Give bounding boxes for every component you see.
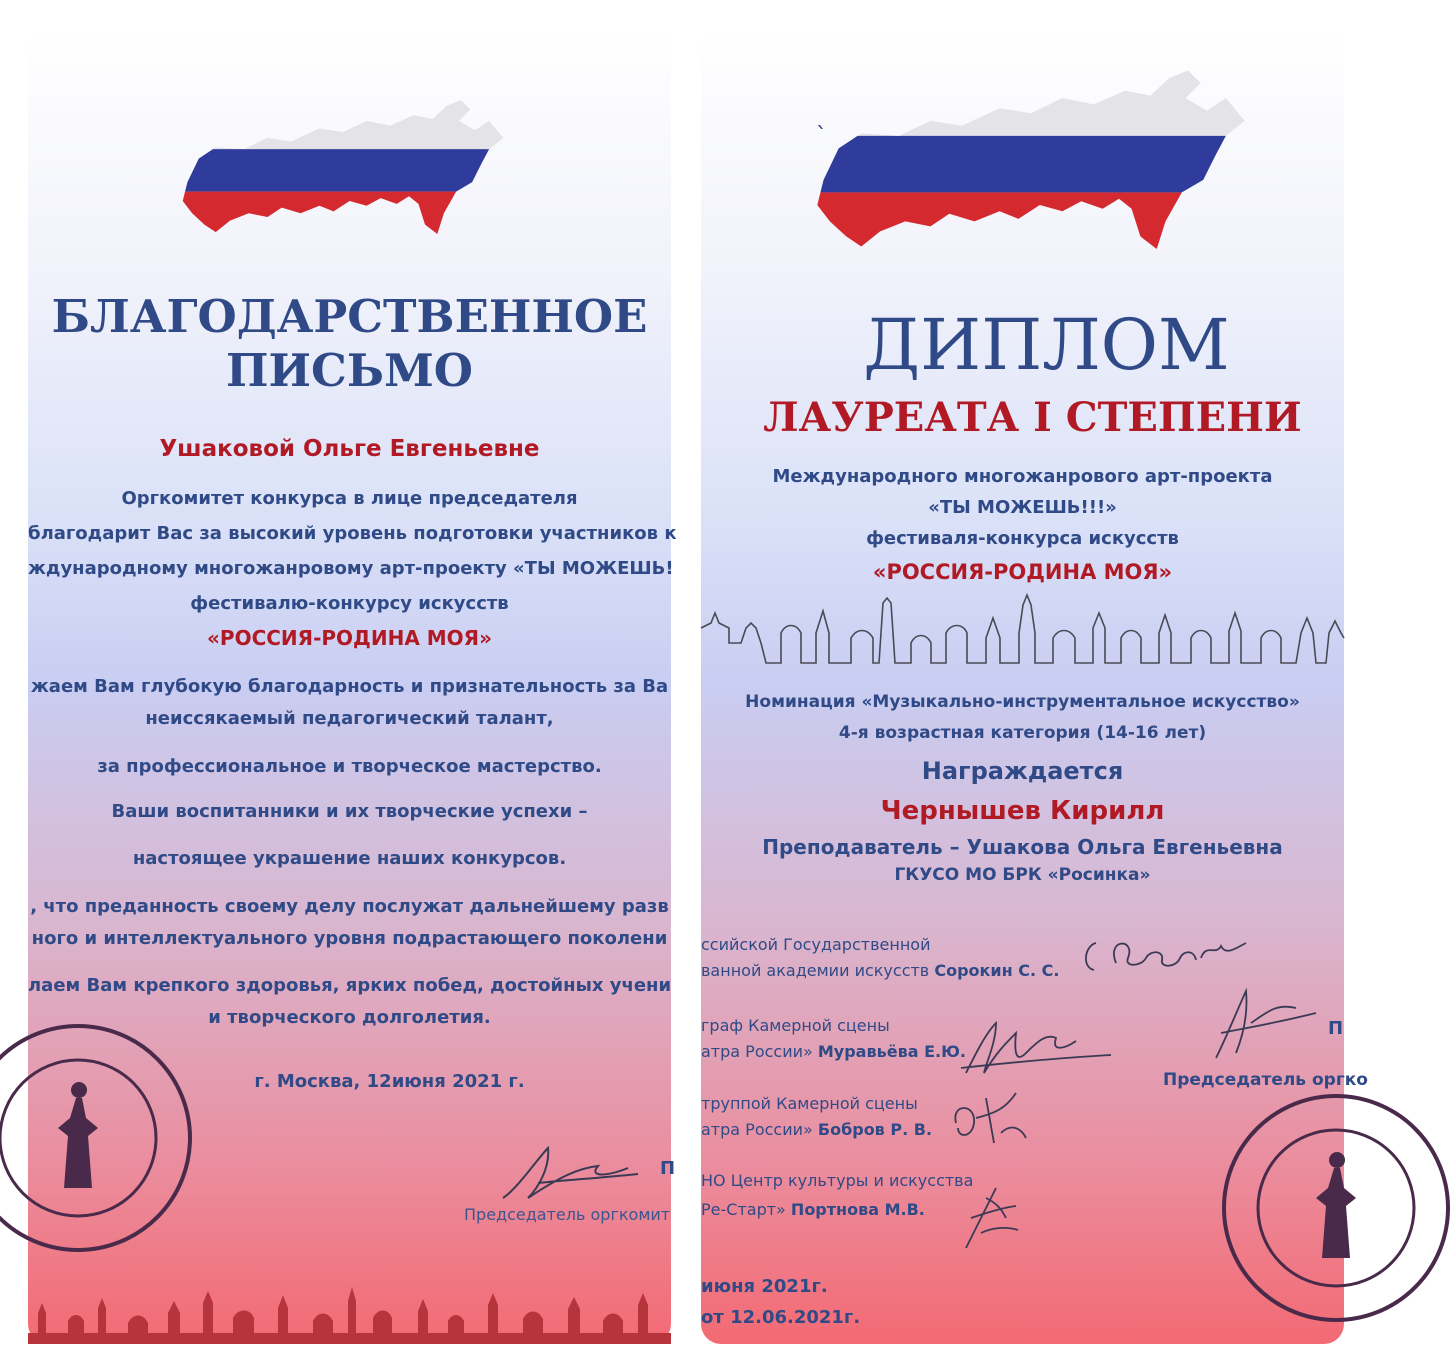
jury-member-1-line2: ванной академии искусств Сорокин С. С. — [701, 961, 1060, 980]
diploma-date-line1: июня 2021г. — [701, 1276, 828, 1297]
skyline-icon — [28, 1283, 671, 1344]
letter-gratitude-line: жаем Вам глубокую благодарность и признательность за Ва — [30, 676, 669, 697]
diploma-project-line: фестиваля-конкурса искусств — [866, 528, 1179, 549]
diploma-chairman-cut: П — [1328, 1018, 1344, 1039]
letter-gratitude-line: настоящее украшение наших конкурсов. — [132, 848, 567, 869]
diploma — [701, 28, 1368, 1344]
letter-chairman: Председатель оргкомит — [464, 1205, 671, 1224]
skyline-icon — [701, 593, 1344, 683]
signature-icon — [946, 1178, 1026, 1258]
letter-gratitude-line: за профессиональное и творческое мастерство. — [97, 756, 602, 777]
russia-flag-map-icon — [178, 68, 508, 268]
jury-member-1-name: Сорокин С. С. — [934, 961, 1060, 980]
jury-member-4-line2: Ре-Старт» Портнова М.В. — [701, 1200, 925, 1219]
signature-icon — [1076, 928, 1256, 983]
seal-stamp-icon — [1216, 1088, 1456, 1328]
diploma-project-line: Международного многожанрового арт-проекта — [772, 466, 1273, 487]
jury-member-2-name: Муравьёва Е.Ю. — [817, 1042, 966, 1061]
letter-festival: «РОССИЯ-РОДИНА МОЯ» — [207, 626, 492, 650]
diploma-teacher: Преподаватель – Ушакова Ольга Евгеньевна — [762, 835, 1283, 859]
letter-body-line: ждународному многожанровому арт-проекту «ТЫ МОЖЕШЬ! — [28, 558, 674, 579]
diploma-chairman: Председатель оргко — [1163, 1070, 1368, 1090]
jury-member-3-line2: атра России» Бобров Р. В. — [701, 1120, 933, 1139]
apostrophe-mark: ` — [816, 124, 827, 149]
diploma-date-line2: от 12.06.2021г. — [701, 1307, 861, 1328]
jury-member-4-title: НО Центр культуры и искусства — [701, 1171, 974, 1190]
letter-date: г. Москва, 12июня 2021 г. — [254, 1071, 525, 1092]
seal-stamp-icon — [0, 1018, 198, 1258]
letter-gratitude-line: Ваши воспитанники и их творческие успехи – — [111, 801, 588, 822]
diploma-awarded: Награждается — [921, 757, 1124, 785]
signature-icon — [1206, 983, 1326, 1063]
jury-member-3-title: труппой Камерной сцены — [701, 1094, 918, 1113]
signature-icon — [498, 1138, 648, 1208]
jury-member-4-name: Портнова М.В. — [790, 1200, 925, 1219]
diploma-festival: «РОССИЯ-РОДИНА МОЯ» — [872, 560, 1173, 584]
letter-title-line2: ПИСЬМО — [226, 344, 473, 397]
letter-body-line: Оргкомитет конкурса в лице председателя — [121, 488, 578, 509]
letter-gratitude-line: ного и интеллектуального уровня подрастающего поколени — [31, 928, 668, 949]
letter-gratitude-line: и творческого долголетия. — [208, 1007, 491, 1028]
signature-icon — [946, 1083, 1036, 1153]
diploma-title: ДИПЛОМ — [863, 304, 1230, 386]
diploma-school: ГКУСО МО БРК «Росинка» — [894, 865, 1151, 885]
jury-member-2-title: граф Камерной сцены — [701, 1016, 890, 1035]
diploma-project-line: «ТЫ МОЖЕШЬ!!!» — [928, 497, 1117, 518]
letter-gratitude-line: , что преданность своему делу послужат дальнейшему разв — [30, 896, 669, 917]
letter-recipient: Ушаковой Ольге Евгеньевне — [159, 436, 540, 462]
diploma-nomination: Номинация «Музыкально-инструментальное искусство» — [745, 692, 1300, 712]
jury-member-3-name: Бобров Р. В. — [817, 1120, 933, 1139]
diploma-winner: Чернышев Кирилл — [880, 796, 1165, 826]
letter-body-line: благодарит Вас за высокий уровень подготовки участников к — [28, 523, 677, 544]
diploma-age-category: 4-я возрастная категория (14-16 лет) — [838, 723, 1207, 743]
letter-title-line1: БЛАГОДАРСТВЕННОЕ — [51, 290, 648, 343]
russia-flag-map-icon — [811, 36, 1251, 286]
letter-gratitude-line: лаем Вам крепкого здоровья, ярких побед, достойных учени — [28, 975, 672, 996]
signature-icon — [956, 1013, 1116, 1083]
letter-gratitude-line: неиссякаемый педагогический талант, — [145, 708, 554, 729]
letter-chairman-cut: П — [660, 1158, 676, 1179]
letter-body-line: фестивалю-конкурсу искусств — [190, 593, 509, 614]
jury-member-2-line2: атра России» Муравьёва Е.Ю. — [701, 1042, 966, 1061]
jury-member-1-title: ссийской Государственной — [701, 935, 931, 954]
diploma-subtitle: ЛАУРЕАТА I СТЕПЕНИ — [763, 394, 1302, 441]
thank-you-letter — [28, 28, 677, 1344]
